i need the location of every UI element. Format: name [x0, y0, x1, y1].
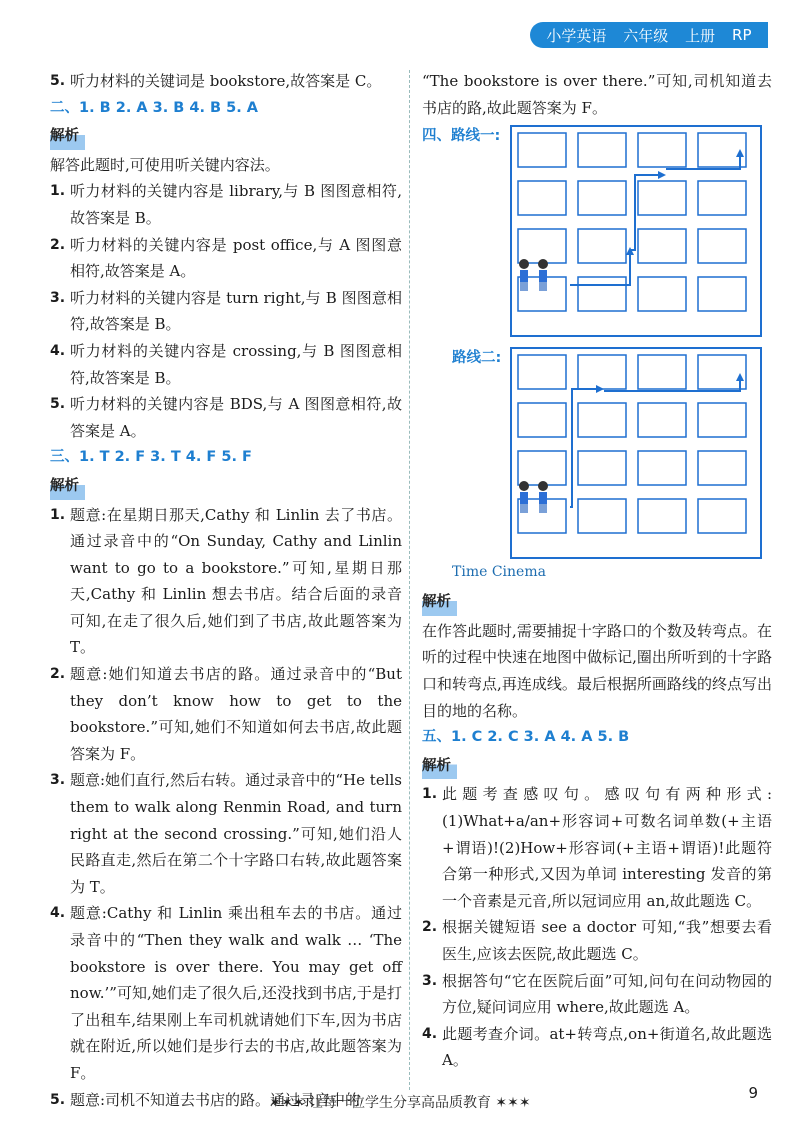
route-map-1	[510, 125, 762, 337]
list-item	[422, 1021, 772, 1074]
jiexi-label: 解析	[422, 753, 457, 780]
list-item	[50, 285, 402, 338]
section-2-intro: 解答此题时,可使用听关键内容法。	[50, 155, 280, 174]
list-item	[50, 338, 402, 391]
header-volume: 上册	[685, 26, 716, 45]
list-item: 5. 听力材料的关键词是 bookstore,故答案是 C。	[50, 72, 382, 90]
item-text: 此题考查介词。at+转弯点,on+街道名,故此题选 A。	[442, 1024, 772, 1070]
item-text: 听力材料的关键内容是 turn right,与 B 图图意相符,故答案是 B。	[70, 288, 402, 334]
right-column	[422, 68, 772, 1074]
item-text: 听力材料的关键内容是 library,与 B 图图意相符,故答案是 B。	[70, 182, 402, 227]
item-text: 题意:在星期日那天,Cathy 和 Linlin 去了书店。通过录音中的“On Sunday, Cathy and Linlin want to go to a bookstore.”可知,星期日那天,Cathy 和 Linlin 想去书店。结合后面的录音可知,在走了很久后,她们到了书店,故此题答案为 T。	[70, 505, 402, 657]
item-number: 4.	[50, 342, 66, 359]
item-text: 题意:她们直行,然后右转。通过录音中的“He tells them to walk along Renmin Road, and turn right at the second crossing.”可知,她们沿人民路直走,然后在第二个十字路口右转,故此题答案为 T。	[70, 771, 402, 896]
jiexi-label: 解析	[50, 473, 85, 500]
item-number: 5.	[50, 1091, 66, 1108]
item-number: 2.	[50, 666, 66, 683]
item-number: 5.	[50, 396, 66, 413]
jiexi-label: 解析	[50, 123, 85, 150]
item-text: 听力材料的关键内容是 BDS,与 A 图图意相符,故答案是 A。	[70, 395, 402, 440]
item-number: 3.	[50, 772, 66, 789]
section-4-explanation: 在作答此题时,需要捕捉十字路口的个数及转弯点。在听的过程中快速在地图中做标记,圈出所听到的十字路口和转弯点,再连成线。最后根据所画路线的终点写出目的地的名称。	[422, 621, 772, 720]
item-number: 4.	[50, 905, 66, 922]
list-item	[50, 232, 402, 285]
list-item	[50, 767, 402, 900]
section-2-answers: 二、1. B 2. A 3. B 4. B 5. A	[50, 99, 259, 116]
list-item	[422, 781, 772, 914]
item-number: 1.	[50, 183, 66, 200]
item-text: 听力材料的关键内容是 post office,与 A 图图意相符,故答案是 A。	[70, 235, 402, 281]
item-text: 根据答句“它在医院后面”可知,问句在问动物园的方位,疑问词应用 where,故此题选 A。	[442, 971, 772, 1017]
item-number: 2.	[422, 919, 438, 936]
route-1-label: 四、路线一:	[422, 128, 501, 145]
map-caption: Time Cinema	[452, 564, 546, 581]
left-column	[50, 68, 402, 1113]
list-item	[422, 968, 772, 1021]
list-item	[50, 178, 402, 231]
column-divider	[409, 70, 410, 1090]
list-item	[50, 661, 402, 767]
route-map-2-block	[422, 347, 772, 581]
item-text: 题意:她们知道去书店的路。通过录音中的“But they don’t know how to get to the bookstore.”可知,她们不知道如何去书店,故此题答案为 F。	[70, 665, 402, 763]
page-number: 9	[748, 1084, 758, 1102]
route-map-1-block	[422, 121, 772, 347]
item-text: 此题考查感叹句。感叹句有两种形式:(1)What+a/an+形容词+可数名词单数(+主语+谓语)!(2)How+形容词(+主语+谓语)!此题符合第一种形式,又因为单词 interesting 发音的第一个音素是元音,所以冠词应用 an,故此题选 C。	[442, 785, 772, 910]
item-number: 3.	[422, 972, 438, 989]
header-badge	[530, 22, 768, 48]
item-number: 3.	[50, 289, 66, 306]
route-map-2	[510, 347, 762, 559]
item-text: 题意:Cathy 和 Linlin 乘出租车去的书店。通过录音中的“Then they walk and walk … ‘The bookstore is over there. You may get off now.’”可知,她们走了很久后,还没找到书店,于是打了出租车,结果刚上车司机就请她们下车,因为书店就在附近,所以她们是步行去的书店,故此题答案为 F。	[70, 904, 402, 1082]
item-text: 题意:司机不知道去书店的路。通过录音中的	[70, 1090, 361, 1109]
list-item	[50, 391, 402, 444]
header-subject: 小学英语	[546, 26, 607, 45]
route-2-label: 路线二:	[452, 350, 502, 367]
item-text: 听力材料的关键内容是 crossing,与 B 图图意相符,故答案是 B。	[70, 341, 402, 387]
header-grade: 六年级	[623, 26, 669, 45]
list-item	[50, 502, 402, 662]
item-number: 1.	[50, 506, 66, 523]
section-5-answers: 五、1. C 2. C 3. A 4. A 5. B	[422, 729, 630, 746]
jiexi-label: 解析	[422, 589, 457, 616]
section-3-answers: 三、1. T 2. F 3. T 4. F 5. F	[50, 449, 252, 466]
list-item	[422, 914, 772, 967]
item-number: 1.	[422, 786, 438, 803]
header-edition: RP	[732, 26, 752, 44]
continued-text: “The bookstore is over there.”可知,司机知道去书店的路,故此题答案为 F。	[422, 72, 772, 117]
item-number: 4.	[422, 1025, 438, 1042]
item-text: 根据关键短语 see a doctor 可知,“我”想要去看医生,应该去医院,故此题选 C。	[442, 918, 772, 963]
footer-slogan: ✶✶✶ 让每一位学生分享高品质教育 ✶✶✶	[269, 1095, 531, 1111]
item-number: 2.	[50, 236, 66, 253]
list-item	[50, 900, 402, 1086]
